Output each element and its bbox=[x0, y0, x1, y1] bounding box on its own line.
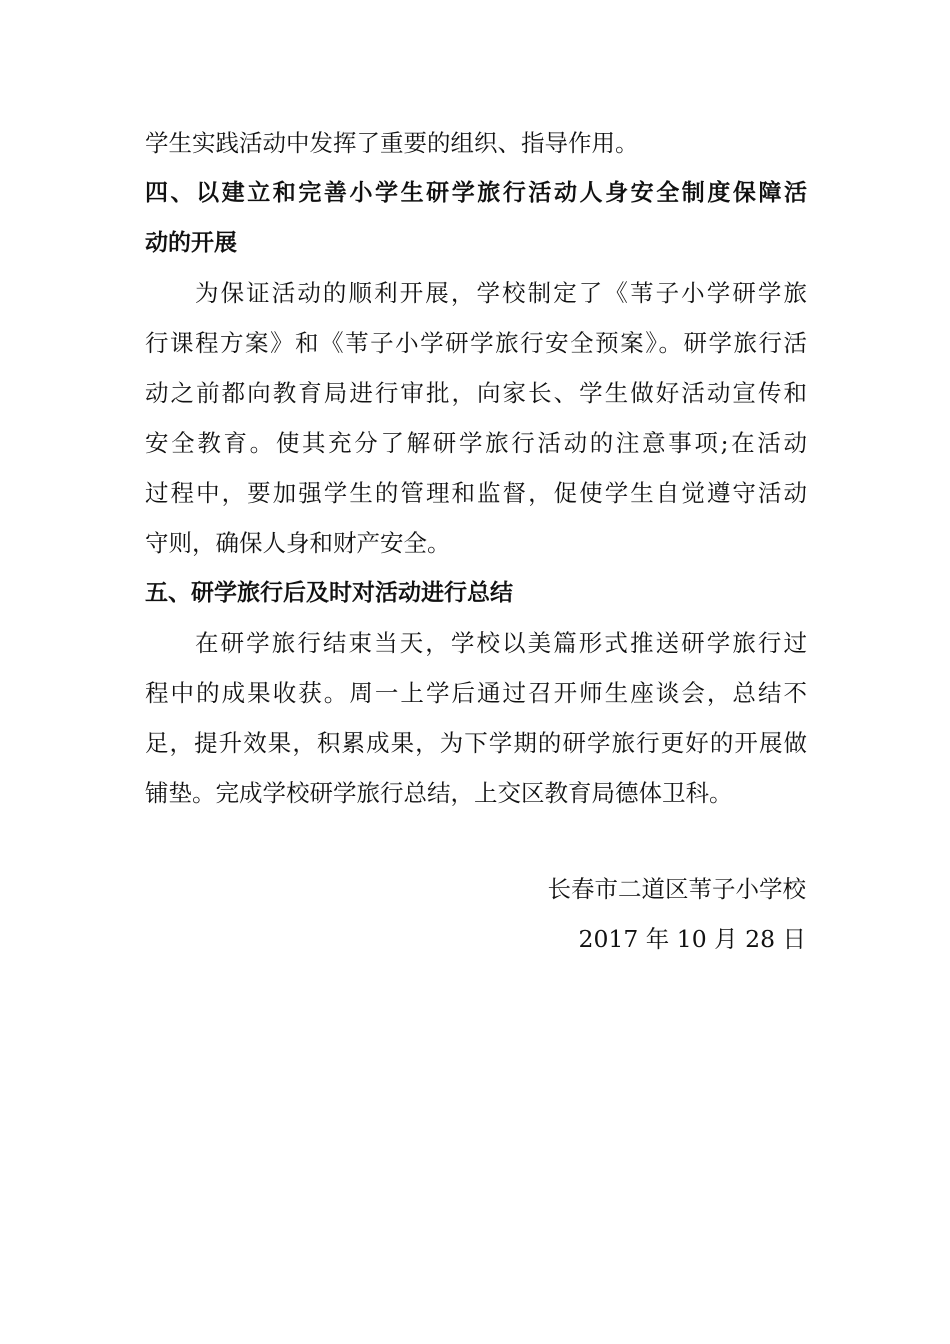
text-line: 铺垫。完成学校研学旅行总结，上交区教育局德体卫科。 bbox=[145, 779, 733, 807]
paragraph-4 bbox=[145, 268, 807, 568]
signature-date: 2017 年 10 月 28 日 bbox=[578, 925, 806, 953]
text-line: 动之前都向教育局进行审批，向家长、学生做好活动宣传和 bbox=[145, 379, 807, 407]
heading-line: 五、研学旅行后及时对活动进行总结 bbox=[145, 580, 513, 606]
text-line: 守则，确保人身和财产安全。 bbox=[145, 529, 451, 557]
text-line: 学生实践活动中发挥了重要的组织、指导作用。 bbox=[145, 129, 639, 157]
heading-line: 四、以建立和完善小学生研学旅行活动人身安全制度保障活 bbox=[145, 180, 807, 206]
signature-block bbox=[548, 864, 807, 964]
text-line: 为保证活动的顺利开展，学校制定了《苇子小学研学旅 bbox=[195, 279, 807, 307]
text-line: 过程中，要加强学生的管理和监督，促使学生自觉遵守活动 bbox=[145, 479, 807, 507]
section-heading-5 bbox=[145, 568, 807, 618]
heading-line: 动的开展 bbox=[145, 230, 237, 256]
signature-organization: 长春市二道区苇子小学校 bbox=[547, 875, 806, 903]
text-line: 行课程方案》和《苇子小学研学旅行安全预案》。研学旅行活 bbox=[145, 329, 807, 357]
paragraph-5 bbox=[145, 618, 807, 818]
text-line: 程中的成果收获。周一上学后通过召开师生座谈会，总结不 bbox=[145, 679, 807, 707]
text-line: 安全教育。使其充分了解研学旅行活动的注意事项;在活动 bbox=[145, 429, 807, 457]
section-heading-4 bbox=[145, 168, 807, 268]
text-line: 足，提升效果，积累成果，为下学期的研学旅行更好的开展做 bbox=[145, 729, 807, 757]
text-line: 在研学旅行结束当天，学校以美篇形式推送研学旅行过 bbox=[195, 629, 807, 657]
document-body bbox=[145, 118, 807, 818]
paragraph-intro bbox=[145, 118, 807, 168]
